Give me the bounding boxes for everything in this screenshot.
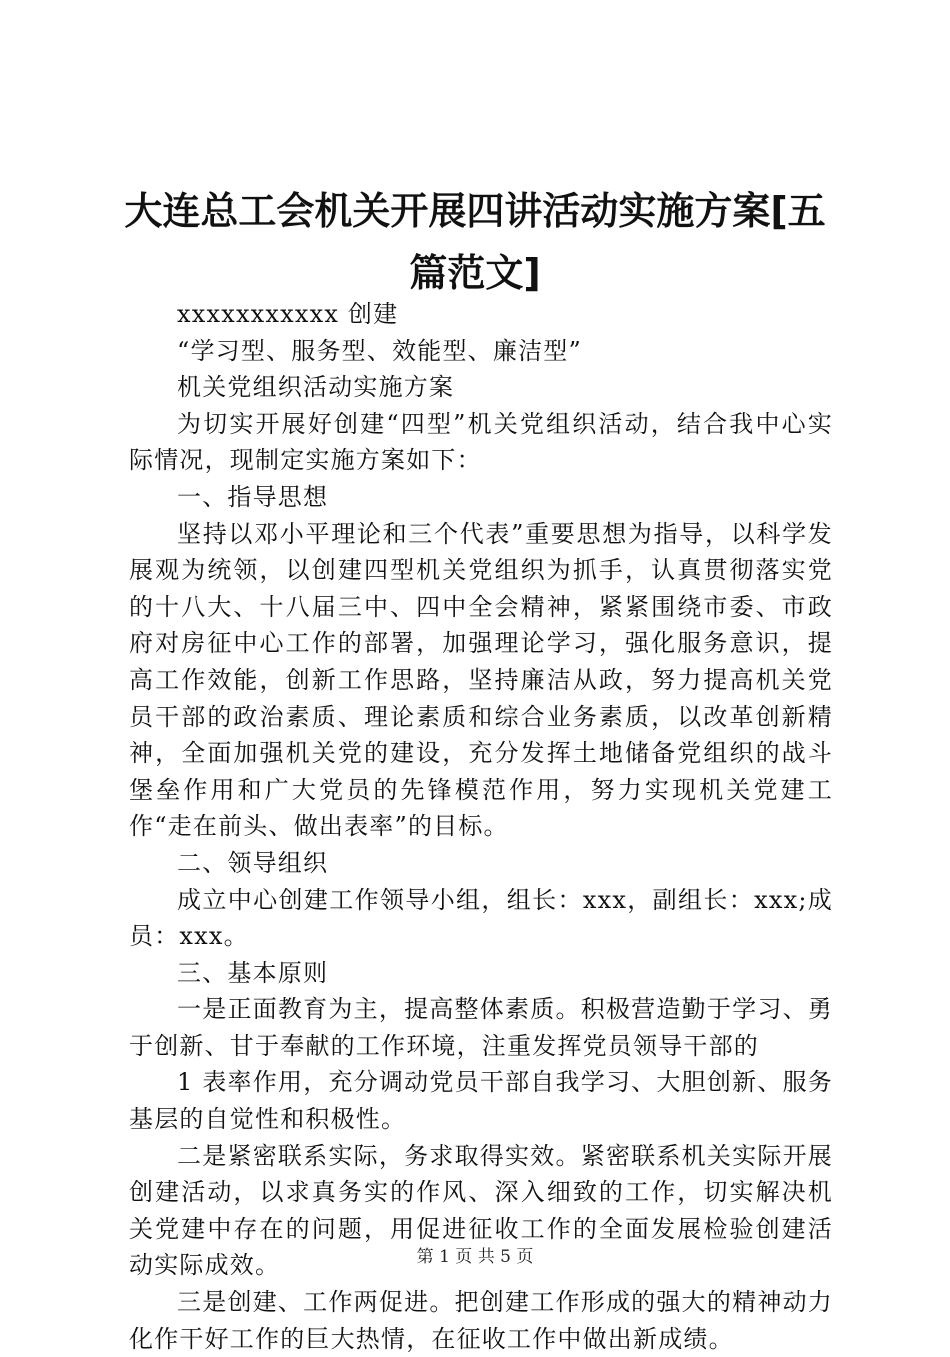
section-heading: 三、基本原则 <box>177 958 329 987</box>
paragraph: 二是紧密联系实际，务求取得实效。紧密联系机关实际开展创建活动，以求真务实的作风、深入细致的工作，切实解决机关党建中存在的问题，用促进征收工作的全面发展检验创建活动实际成效。 <box>129 1141 833 1280</box>
document-title: 大连总工会机关开展四讲活动实施方案[五篇范文] <box>124 189 826 295</box>
document-body <box>129 296 833 1357</box>
section-heading: 二、领导组织 <box>177 848 329 877</box>
section-heading: 一、指导思想 <box>177 482 329 511</box>
paragraph: xxxxxxxxxxx 创建 <box>177 300 399 328</box>
paragraph: “学习型、服务型、效能型、廉洁型” <box>177 336 582 365</box>
paragraph: 一是正面教育为主，提高整体素质。积极营造勤于学习、勇于创新、甘于奉献的工作环境，注重发挥党员领导干部的 <box>129 995 833 1060</box>
paragraph: 成立中心创建工作领导小组，组长：xxx，副组长：xxx;成员：xxx。 <box>129 885 833 951</box>
page-footer: 第 1 页 共 5 页 <box>416 1247 534 1267</box>
paragraph: 坚持以邓小平理论和三个代表”重要思想为指导，以科学发展观为统领，以创建四型机关党组织为抓手，认真贯彻落实党的十八大、十八届三中、四中全会精神，紧紧围绕市委、市政府对房征中心工作的部署，加强理论学习，强化服务意识，提高工作效能，创新工作思路，坚持廉洁从政，努力提高机关党员干部的政治素质、理论素质和综合业务素质，以改革创新精神，全面加强机关党的建设，充分发挥土地储备党组织的战斗堡垒作用和广大党员的先锋模范作用，努力实现机关党建工作“走在前头、做出表率”的目标。 <box>129 519 833 841</box>
paragraph: 三是创建、工作两促进。把创建工作形成的强大的精神动力化作干好工作的巨大热情，在征收工作中做出新成绩。 <box>129 1288 833 1353</box>
paragraph: 1 表率作用，充分调动党员干部自我学习、大胆创新、服务基层的自觉性和积极性。 <box>129 1068 833 1134</box>
paragraph: 为切实开展好创建“四型”机关党组织活动，结合我中心实际情况，现制定实施方案如下： <box>129 409 833 475</box>
paragraph: 机关党组织活动实施方案 <box>177 373 455 402</box>
